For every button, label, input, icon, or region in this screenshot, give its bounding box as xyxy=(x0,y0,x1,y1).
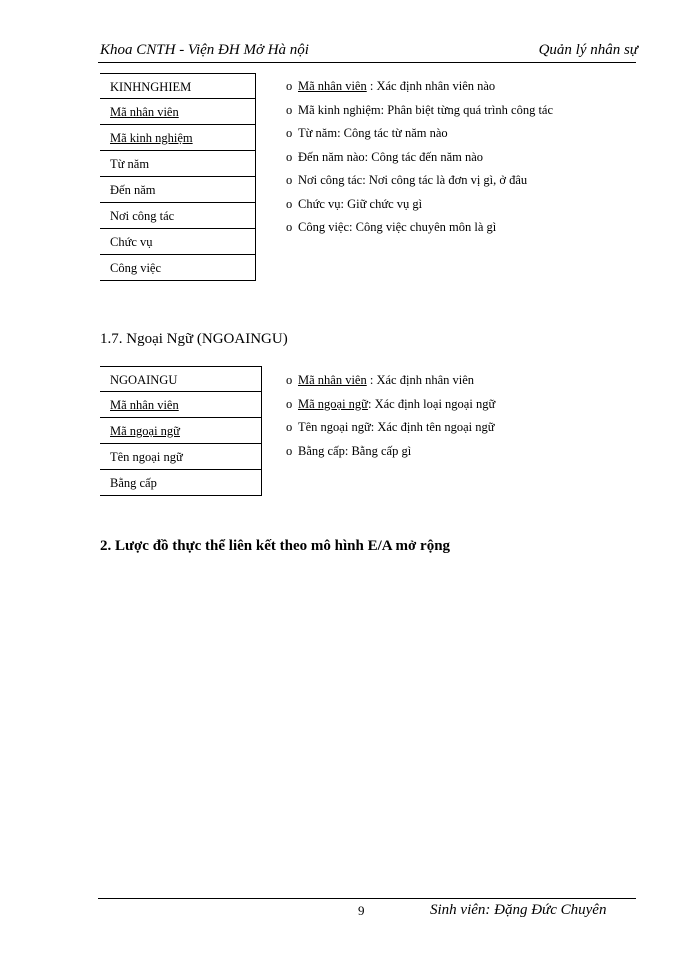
section-heading-2: 2. Lược đồ thực thể liên kết theo mô hình E/A mở rộng xyxy=(100,538,451,554)
ngoaingu-entity-table xyxy=(100,366,262,496)
entity-field: Mã ngoại ngữ xyxy=(100,418,261,444)
circle-bullet-icon: o xyxy=(286,396,293,411)
footer-author: Sinh viên: Đặng Đức Chuyên xyxy=(430,902,607,918)
circle-bullet-icon: o xyxy=(286,79,293,93)
list-item: o Mã nhân viên : Xác định nhân viên xyxy=(286,370,495,394)
entity-field: Từ năm xyxy=(100,151,255,177)
header-divider xyxy=(98,62,636,63)
entity-field: Đến năm xyxy=(100,177,255,203)
circle-bullet-icon: o xyxy=(286,173,293,187)
entity-field: Mã kinh nghiệm xyxy=(100,125,255,151)
circle-bullet-icon: o xyxy=(286,373,293,387)
list-item: o Đến năm nào: Công tác đến năm nào xyxy=(286,147,553,171)
page-number: 9 xyxy=(358,903,365,918)
entity-field: Bằng cấp xyxy=(100,470,261,496)
circle-bullet-icon: o xyxy=(286,196,293,211)
ngoaingu-description-list xyxy=(286,370,495,464)
list-item: o Công việc: Công việc chuyên môn là gì xyxy=(286,217,553,241)
circle-bullet-icon: o xyxy=(286,102,293,117)
entity-title: NGOAINGU xyxy=(100,366,261,392)
entity-field: Nơi công tác xyxy=(100,203,255,229)
header-faculty: Khoa CNTH - Viện ĐH Mở Hà nội xyxy=(100,42,309,58)
footer-divider xyxy=(98,898,636,899)
circle-bullet-icon: o xyxy=(286,220,293,234)
list-item: o Chức vụ: Giữ chức vụ gì xyxy=(286,194,553,218)
section-heading-1-7: 1.7. Ngoại Ngữ (NGOAINGU) xyxy=(100,331,288,347)
list-item: o Nơi công tác: Nơi công tác là đơn vị gì, ở đâu xyxy=(286,170,553,194)
kinhnghiem-entity-table xyxy=(100,73,256,281)
list-item: o Bằng cấp: Bằng cấp gì xyxy=(286,441,495,465)
list-item: o Từ năm: Công tác từ năm nào xyxy=(286,123,553,147)
circle-bullet-icon: o xyxy=(286,126,293,140)
entity-title: KINHNGHIEM xyxy=(100,73,255,99)
entity-field: Công việc xyxy=(100,255,255,281)
entity-field: Chức vụ xyxy=(100,229,255,255)
circle-bullet-icon: o xyxy=(286,149,293,164)
list-item: o Tên ngoại ngữ: Xác định tên ngoại ngữ xyxy=(286,417,495,441)
kinhnghiem-description-list xyxy=(286,76,553,241)
list-item: o Mã nhân viên : Xác định nhân viên nào xyxy=(286,76,553,100)
circle-bullet-icon: o xyxy=(286,420,293,434)
list-item: o Mã kinh nghiệm: Phân biệt từng quá trình công tác xyxy=(286,100,553,124)
circle-bullet-icon: o xyxy=(286,443,293,458)
list-item: o Mã ngoại ngữ: Xác định loại ngoại ngữ xyxy=(286,394,495,418)
entity-field: Mã nhân viên xyxy=(100,392,261,418)
entity-field: Mã nhân viên xyxy=(100,99,255,125)
entity-field: Tên ngoại ngữ xyxy=(100,444,261,470)
header-project-title: Quản lý nhân sự xyxy=(538,42,638,58)
